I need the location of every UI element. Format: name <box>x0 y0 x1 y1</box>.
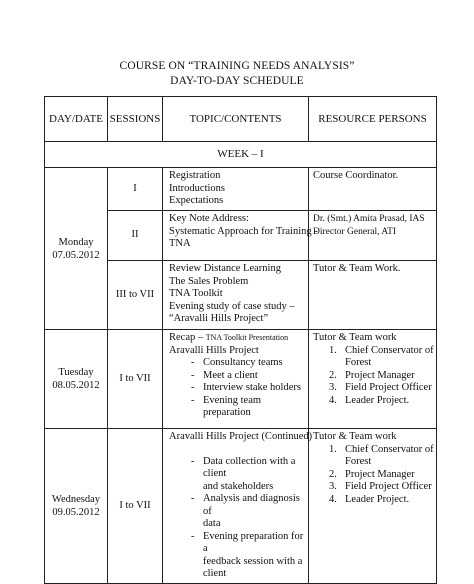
list-item: - Analysis and diagnosis of <box>169 493 304 518</box>
day-date: 07.05.2012 <box>52 249 100 261</box>
header-day-date: DAY/DATE <box>45 97 108 142</box>
list-item: 2. Project Manager <box>329 369 415 381</box>
topic-cell <box>163 261 309 330</box>
session-cell: I to VII <box>108 330 163 429</box>
session-cell: III to VII <box>108 261 163 330</box>
resource-cell <box>309 429 437 584</box>
list-item: 4. Leader Project. <box>329 493 410 505</box>
table-row <box>45 330 437 429</box>
list-item-continued: data <box>203 518 221 529</box>
day-date: 08.05.2012 <box>52 380 100 391</box>
document-title: COURSE ON “TRAINING NEEDS ANALYSIS” <box>119 60 355 72</box>
topic-line: TNA <box>169 238 191 249</box>
list-item: - Interview stake holders <box>169 382 304 395</box>
topic-line: Review Distance Learning <box>169 263 281 274</box>
resource-cell: Course Coordinator. <box>309 168 437 211</box>
list-item-continued: and stakeholders <box>203 480 274 492</box>
monday-date-cell <box>45 168 108 330</box>
wednesday-date-cell <box>45 429 108 584</box>
day-name: Wednesday <box>51 493 101 505</box>
topic-cell <box>163 211 318 261</box>
list-item: Forest <box>345 357 372 368</box>
header-sessions: SESSIONS <box>108 97 163 142</box>
list-item: - Consultancy teams <box>169 357 304 370</box>
session-cell: II <box>108 211 163 261</box>
resource-line: Dr. (Smt.) Amita Prasad, IAS <box>313 214 425 224</box>
topic-line: Evening study of case study – <box>169 300 295 312</box>
day-name: Tuesday <box>58 367 94 378</box>
resource-cell: Tutor & Team Work. <box>309 261 437 330</box>
list-item: - Evening team preparation <box>169 395 304 420</box>
session-cell: I to VII <box>108 429 163 584</box>
recap-label: Recap – <box>169 332 204 343</box>
week-row <box>45 142 437 168</box>
table-row <box>45 429 437 584</box>
list-item: 1. Chief Conservator of <box>329 344 434 356</box>
topic-cell <box>163 330 309 429</box>
table-row <box>45 168 437 211</box>
topic-cell <box>163 168 309 211</box>
resource-cell <box>309 211 437 261</box>
topic-line: The Sales Problem <box>169 275 249 287</box>
document-subtitle: DAY-TO-DAY SCHEDULE <box>170 75 304 87</box>
schedule-table <box>44 96 437 584</box>
list-item: - Data collection with a client <box>169 456 304 481</box>
list-item: - Meet a client <box>169 370 304 383</box>
week-label: WEEK – I <box>45 142 437 168</box>
topic-line: Key Note Address: <box>169 213 249 224</box>
list-item: 2. Project Manager <box>329 468 415 480</box>
topic-line: Expectations <box>169 195 224 206</box>
list-item: 3. Field Project Officer <box>329 481 432 492</box>
resource-line: Director General, ATI <box>313 226 397 237</box>
topic-line: Introductions <box>169 182 225 194</box>
list-item-continued: feedback session with a <box>203 555 303 567</box>
recap-detail: TNA Toolkit Presentation <box>205 333 289 342</box>
resource-head: Tutor & Team work <box>313 431 397 442</box>
tuesday-date-cell <box>45 330 108 429</box>
topic-line: Registration <box>169 170 221 181</box>
list-item: 1. Chief Conservator of <box>329 443 434 455</box>
topic-line: “Aravalli Hills Project” <box>169 313 269 324</box>
list-item: 3. Field Project Officer <box>329 382 432 393</box>
topic-line: Aravalli Hills Project <box>169 344 259 356</box>
list-item: 4. Leader Project. <box>329 394 410 406</box>
header-topic-contents: TOPIC/CONTENTS <box>163 97 309 142</box>
topic-line <box>169 332 304 345</box>
resource-cell <box>309 330 437 429</box>
spacer <box>169 444 304 456</box>
list-item: Forest <box>345 456 372 467</box>
list-item-continued: client <box>203 568 227 579</box>
day-name: Monday <box>58 236 94 248</box>
header-row <box>45 97 437 142</box>
session-cell: I <box>108 168 163 211</box>
resource-head: Tutor & Team work <box>313 332 397 343</box>
header-resource-persons: RESOURCE PERSONS <box>309 97 437 142</box>
day-date: 09.05.2012 <box>52 506 100 518</box>
topic-line: TNA Toolkit <box>169 288 223 299</box>
topic-cell <box>163 429 313 584</box>
topic-line: Aravalli Hills Project (Continued) <box>169 431 313 442</box>
list-item: - Evening preparation for a <box>169 531 304 556</box>
topic-line: Systematic Approach for Training - <box>169 225 318 237</box>
